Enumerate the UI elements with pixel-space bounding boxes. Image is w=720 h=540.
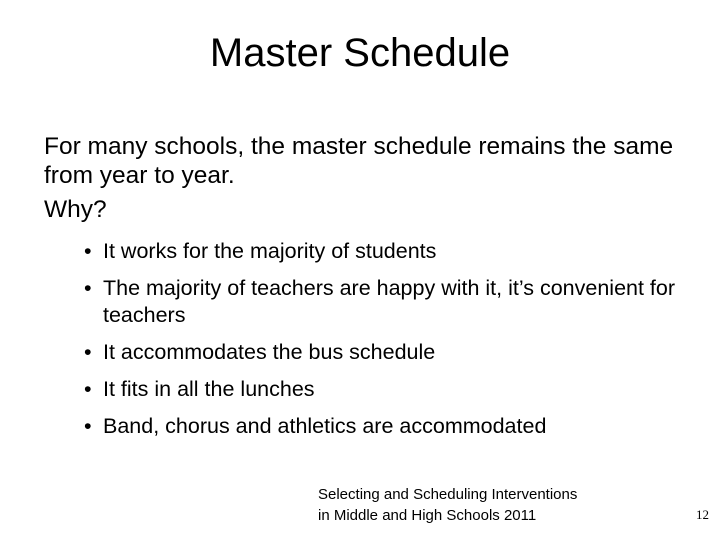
- intro-paragraph: For many schools, the master schedule remains the same from year to year.: [44, 133, 674, 189]
- bullet-icon: •: [84, 340, 92, 364]
- list-item-text: It accommodates the bus schedule: [103, 340, 436, 364]
- reasons-list: [44, 238, 694, 440]
- list-item: [44, 413, 694, 440]
- bullet-icon: •: [84, 377, 92, 401]
- bullet-icon: •: [84, 414, 92, 438]
- bullet-icon: •: [84, 276, 92, 300]
- list-item-text: It works for the majority of students: [103, 239, 437, 263]
- list-item-text: The majority of teachers are happy with it, it’s convenient for teachers: [103, 276, 676, 327]
- list-item: [44, 339, 694, 366]
- slide-title: Master Schedule: [209, 31, 511, 75]
- list-item: [44, 376, 694, 403]
- question-paragraph: Why?: [44, 196, 107, 223]
- slide-body: [44, 132, 694, 440]
- bullet-icon: •: [84, 239, 92, 263]
- page-number: 12: [696, 507, 709, 522]
- list-item: [44, 275, 694, 329]
- list-item-text: It fits in all the lunches: [103, 377, 315, 401]
- footer-text: Selecting and Scheduling Interventions in Middle and High Schools 2011: [318, 486, 578, 524]
- list-item-text: Band, chorus and athletics are accommodated: [103, 414, 547, 438]
- list-item: [44, 238, 694, 265]
